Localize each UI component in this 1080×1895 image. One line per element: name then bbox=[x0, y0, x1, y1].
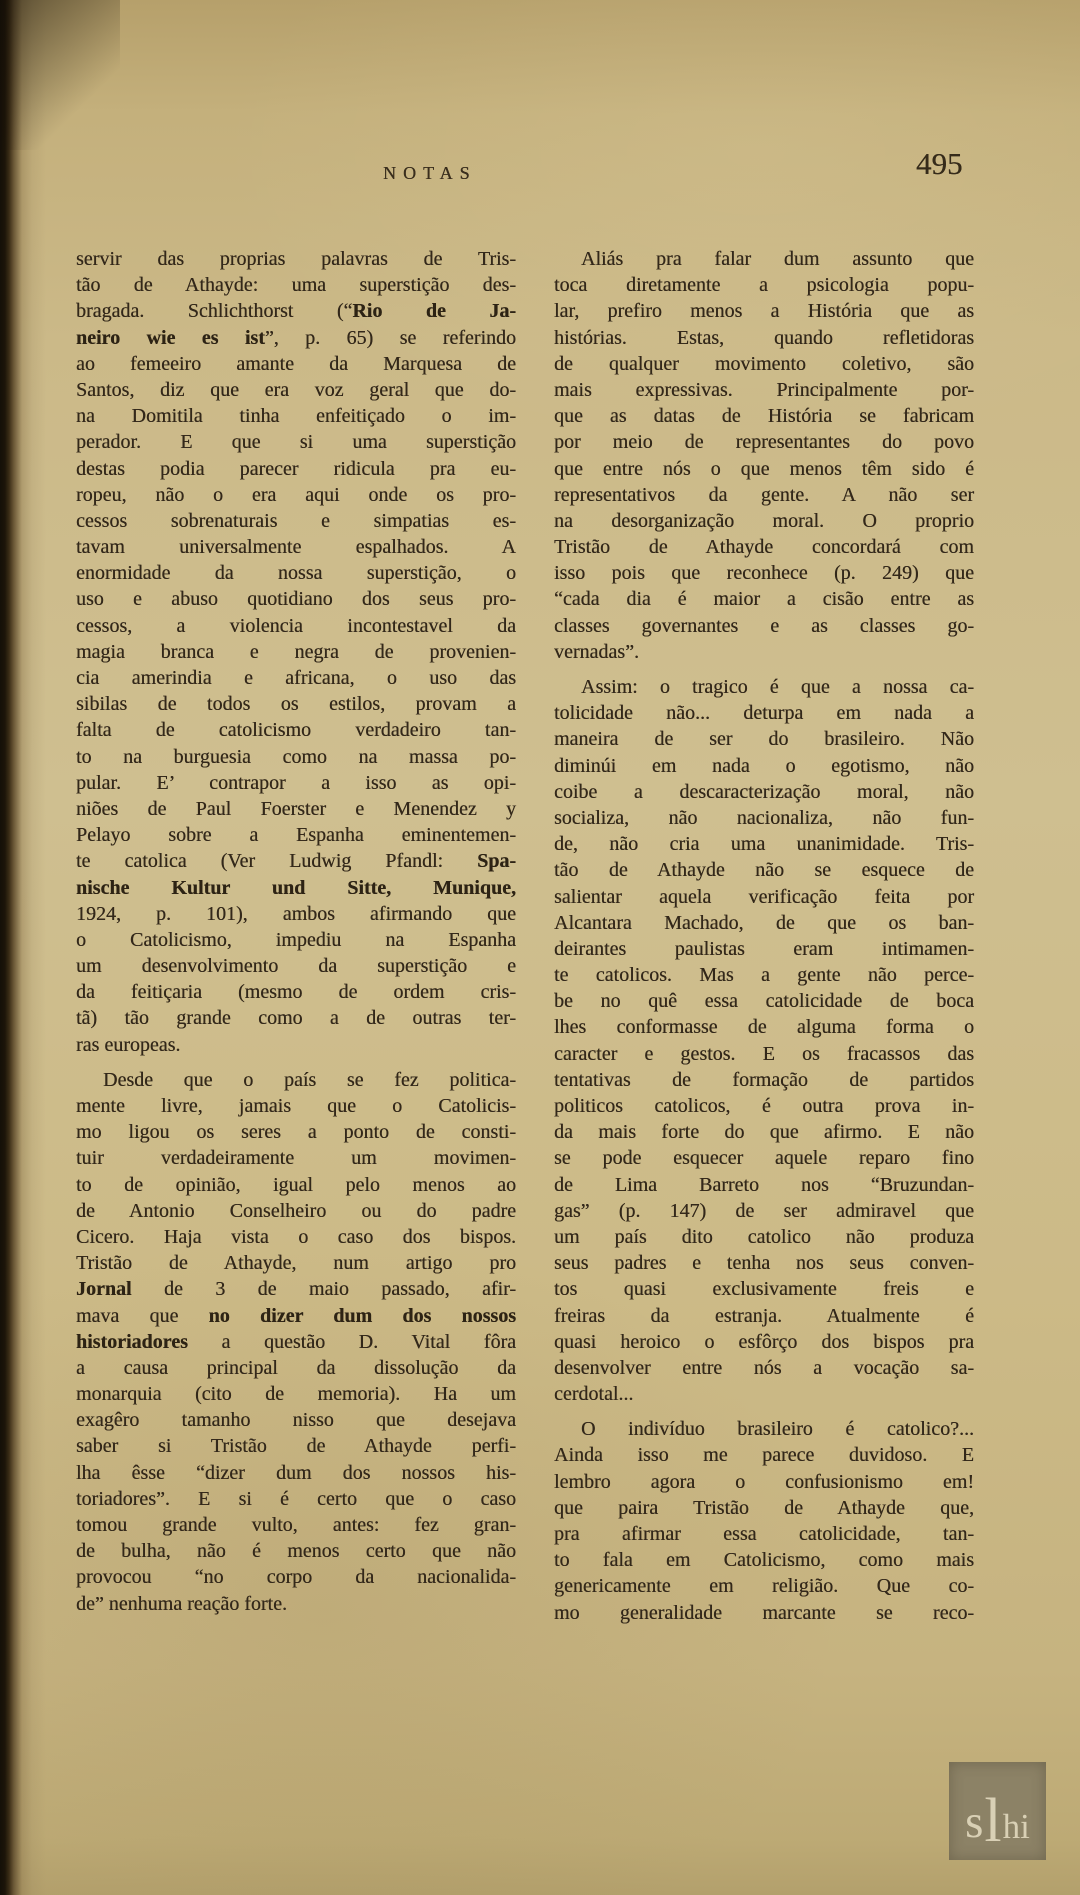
text-line: te catolica (Ver Ludwig Pfandl: Spa- bbox=[76, 850, 516, 873]
text-column-left bbox=[76, 246, 516, 1617]
paragraph bbox=[76, 246, 516, 1058]
text-line: histórias. Estas, quando refletidoras bbox=[554, 326, 974, 349]
text-line: lembro agora o confusionismo em! bbox=[554, 1470, 974, 1493]
text-line: historiadores a questão D. Vital fôra bbox=[76, 1330, 516, 1353]
text-line: mais expressivas. Principalmente por- bbox=[554, 378, 974, 401]
text-line: destas podia parecer ridicula pra eu- bbox=[76, 457, 516, 480]
text-line: ras europeas. bbox=[76, 1033, 181, 1056]
text-line: gas” (p. 147) de ser admiravel que bbox=[554, 1199, 974, 1222]
text-line: O indivíduo brasileiro é catolico?... bbox=[581, 1418, 974, 1441]
text-line: tomou grande vulto, antes: fez gran- bbox=[76, 1514, 516, 1536]
text-line: Tristão de Athayde concordará com bbox=[554, 536, 974, 559]
text-line: Aliás pra falar dum assunto que bbox=[581, 248, 974, 270]
text-line: ropeu, não o era aqui onde os pro- bbox=[76, 483, 516, 506]
watermark-logo bbox=[949, 1762, 1046, 1860]
text-line: falta de catolicismo verdadeiro tan- bbox=[76, 719, 516, 742]
paragraph bbox=[554, 246, 974, 665]
text-line: “cada dia é maior a cisão entre as bbox=[554, 588, 974, 611]
text-line: Tristão de Athayde, num artigo pro bbox=[76, 1252, 516, 1275]
text-line: Assim: o tragico é que a nossa ca- bbox=[581, 676, 974, 698]
text-line: Alcantara Machado, de que os ban- bbox=[554, 911, 974, 934]
text-line: to na burguesia como na massa po- bbox=[76, 745, 516, 768]
text-line: de bulha, não é menos certo que não bbox=[76, 1540, 516, 1563]
book-gutter-corner-shadow bbox=[0, 0, 120, 150]
text-line: maneira de ser do brasileiro. Não bbox=[554, 728, 974, 751]
text-line: deirantes paulistas eram intimamen- bbox=[554, 937, 974, 960]
text-line: classes governantes e as classes go- bbox=[554, 614, 974, 637]
text-line: de, não cria uma unanimidade. Tris- bbox=[554, 833, 974, 856]
text-line: tão de Athayde: uma superstição des- bbox=[76, 274, 516, 297]
text-line: to de opinião, igual pelo menos ao bbox=[76, 1173, 516, 1196]
text-line: salientar aquela verificação feita por bbox=[554, 885, 974, 908]
text-line: o Catolicismo, impediu na Espanha bbox=[76, 928, 516, 951]
text-line: um país dito catolico não produza bbox=[554, 1225, 974, 1248]
text-line: Jornal de 3 de maio passado, afir- bbox=[76, 1278, 516, 1301]
text-line: um desenvolvimento da superstição e bbox=[76, 955, 516, 978]
text-line: Ainda isso me parece duvidoso. E bbox=[554, 1444, 974, 1467]
text-line: cia amerindia e africana, o uso das bbox=[76, 667, 516, 689]
text-line: da feitiçaria (mesmo de ordem cris- bbox=[76, 981, 516, 1004]
text-line: de” nenhuma reação forte. bbox=[76, 1592, 287, 1615]
text-line: socializa, não nacionaliza, não fun- bbox=[554, 806, 974, 829]
text-line: tão de Athayde não se esquece de bbox=[554, 859, 974, 882]
text-line: tos quasi exclusivamente freis e bbox=[554, 1278, 974, 1301]
text-line: caracter e gestos. E os fracassos das bbox=[554, 1042, 974, 1065]
text-column-right bbox=[554, 246, 974, 1626]
text-line: freiras da estranja. Atualmente é bbox=[554, 1304, 974, 1327]
text-line: mava que no dizer dum dos nossos bbox=[76, 1304, 516, 1327]
text-line: cessos sobrenaturais e simpatias es- bbox=[76, 509, 516, 532]
text-line: politicos catolicos, é outra prova in- bbox=[554, 1095, 974, 1117]
logo-letters-hi: hi bbox=[1002, 1807, 1030, 1846]
text-line: servir das proprias palavras de Tris- bbox=[76, 248, 516, 270]
text-line: seus padres e tenha nos seus conven- bbox=[554, 1252, 974, 1275]
text-line: be no quê essa catolicidade de boca bbox=[554, 990, 974, 1013]
paragraph bbox=[76, 1067, 516, 1617]
book-gutter-shadow bbox=[0, 0, 46, 1895]
page-header-title: NOTAS bbox=[383, 163, 477, 183]
text-line: Santos, diz que era voz geral que do- bbox=[76, 378, 516, 401]
text-line: de Lima Barreto nos “Bruzundan- bbox=[554, 1173, 974, 1196]
text-line: isso pois que reconhece (p. 249) que bbox=[554, 562, 974, 585]
text-line: se pode esquecer aquele reparo fino bbox=[554, 1147, 974, 1170]
text-line: lha êsse “dizer dum dos nossos his- bbox=[76, 1461, 516, 1484]
text-line: que as datas de História se fabricam bbox=[554, 405, 974, 428]
text-line: toriadores”. E si é certo que o caso bbox=[76, 1487, 516, 1510]
text-line: que entre nós o que menos têm sido é bbox=[554, 457, 974, 480]
text-line: vernadas”. bbox=[554, 640, 639, 663]
text-line: niões de Paul Foerster e Menendez y bbox=[76, 797, 516, 820]
text-line: da mais forte do que afirmo. E não bbox=[554, 1121, 974, 1144]
text-line: sibilas de todos os estilos, provam a bbox=[76, 693, 516, 716]
text-line: nische Kultur und Sitte, Munique, bbox=[76, 876, 516, 899]
text-line: genericamente em religião. Que co- bbox=[554, 1575, 974, 1598]
text-line: a causa principal da dissolução da bbox=[76, 1356, 516, 1379]
paragraph bbox=[554, 1416, 974, 1626]
text-line: cessos, a violencia incontestavel da bbox=[76, 614, 516, 637]
text-line: 1924, p. 101), ambos afirmando que bbox=[76, 902, 516, 925]
text-line: magia branca e negra de provenien- bbox=[76, 640, 516, 663]
text-line: enormidade da nossa superstição, o bbox=[76, 562, 516, 585]
text-line: de qualquer movimento coletivo, são bbox=[554, 352, 974, 375]
text-line: saber si Tristão de Athayde perfi- bbox=[76, 1435, 516, 1458]
text-line: representativos da gente. A não ser bbox=[554, 483, 974, 506]
logo-letter-l: l bbox=[984, 1787, 1002, 1855]
text-line: Pelayo sobre a Espanha eminentemen- bbox=[76, 824, 516, 847]
text-line: perador. E que si uma superstição bbox=[76, 431, 516, 454]
text-line: lhes conformasse de alguma forma o bbox=[554, 1016, 974, 1039]
text-line: ao femeeiro amante da Marquesa de bbox=[76, 352, 516, 375]
text-line: tã) tão grande como a de outras ter- bbox=[76, 1007, 516, 1030]
text-line: coibe a descaracterização moral, não bbox=[554, 780, 974, 803]
text-line: por meio de representantes do povo bbox=[554, 431, 974, 454]
text-line: tolicidade não... deturpa em nada a bbox=[554, 702, 974, 725]
text-line: te catolicos. Mas a gente não perce- bbox=[554, 964, 974, 987]
text-line: de Antonio Conselheiro ou do padre bbox=[76, 1199, 516, 1222]
text-line: cerdotal... bbox=[554, 1383, 634, 1406]
text-line: monarquia (cito de memoria). Ha um bbox=[76, 1383, 516, 1406]
text-line: lar, prefiro menos a História que as bbox=[554, 300, 974, 323]
text-line: na desorganização moral. O proprio bbox=[554, 509, 974, 532]
text-line: Cicero. Haja vista o caso dos bispos. bbox=[76, 1225, 516, 1248]
text-line: desenvolver entre nós a vocação sa- bbox=[554, 1356, 974, 1379]
text-line: tavam universalmente espalhados. A bbox=[76, 536, 516, 559]
text-line: tuir verdadeiramente um movimen- bbox=[76, 1147, 516, 1170]
text-line: uso e abuso quotidiano dos seus pro- bbox=[76, 588, 516, 611]
text-line: tentativas de formação de partidos bbox=[554, 1068, 974, 1091]
text-line: exagêro tamanho nisso que desejava bbox=[76, 1409, 516, 1432]
logo-letter-s: s bbox=[965, 1796, 984, 1848]
text-line: quasi heroico o esfôrço dos bispos pra bbox=[554, 1330, 974, 1353]
text-line: bragada. Schlichthorst (“Rio de Ja- bbox=[76, 300, 516, 323]
text-line: to fala em Catolicismo, como mais bbox=[554, 1549, 974, 1572]
text-line: pra afirmar essa catolicidade, tan- bbox=[554, 1523, 974, 1545]
text-line: mo ligou os seres a ponto de consti- bbox=[76, 1121, 516, 1144]
text-line: diminúi em nada o egotismo, não bbox=[554, 754, 974, 777]
text-line: na Domitila tinha enfeitiçado o im- bbox=[76, 405, 516, 428]
text-line: mente livre, jamais que o Catolicis- bbox=[76, 1095, 516, 1117]
text-line: que paira Tristão de Athayde que, bbox=[554, 1496, 974, 1519]
text-line: mo generalidade marcante se reco- bbox=[554, 1601, 974, 1624]
text-line: Desde que o país se fez politica- bbox=[103, 1068, 516, 1091]
text-line: toca diretamente a psicologia popu- bbox=[554, 274, 974, 297]
paragraph bbox=[554, 674, 974, 1407]
text-line: pular. E’ contrapor a isso as opi- bbox=[76, 771, 516, 794]
text-line: provocou “no corpo da nacionalida- bbox=[76, 1566, 516, 1589]
page-number: 495 bbox=[916, 146, 963, 181]
text-line: neiro wie es ist”, p. 65) se referindo bbox=[76, 326, 516, 349]
